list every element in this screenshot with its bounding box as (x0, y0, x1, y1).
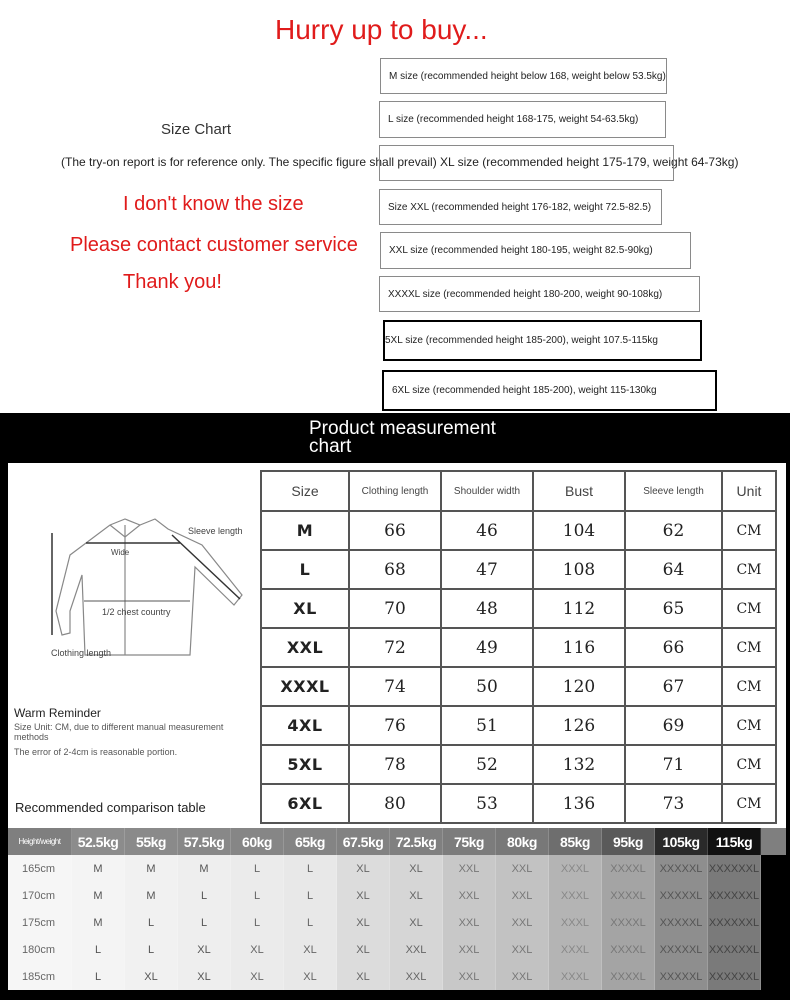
recommended-size-cell: XL (337, 936, 390, 963)
value-cell: 65 (625, 589, 722, 628)
table-row (261, 706, 776, 745)
height-cell: 165cm (8, 855, 72, 882)
recommended-size-cell: XXXL (549, 882, 602, 909)
weight-header-cell: 80kg (496, 828, 549, 855)
weight-header-cell: 60kg (231, 828, 284, 855)
height-cell: 175cm (8, 909, 72, 936)
size-box-xxl-b (380, 232, 691, 269)
table-row (261, 589, 776, 628)
dont-know-size-text: I don't know the size (123, 193, 304, 215)
weight-header-cell: 85kg (549, 828, 602, 855)
unit-cell: CM (722, 550, 776, 589)
table-row (261, 628, 776, 667)
header-shoulder-width: Shoulder width (441, 471, 533, 511)
measurement-title (309, 420, 496, 456)
size-cell: M (261, 511, 349, 550)
recommended-size-cell: XXL (390, 936, 443, 963)
recommended-size-cell: XXXXXXL (708, 882, 761, 909)
size-box-m (380, 58, 667, 94)
value-cell: 126 (533, 706, 625, 745)
warm-reminder-line2: The error of 2-4cm is reasonable portion. (14, 747, 178, 757)
comparison-row (8, 963, 786, 990)
value-cell: 66 (625, 628, 722, 667)
recommended-size-cell: XXXXL (602, 963, 655, 990)
value-cell: 112 (533, 589, 625, 628)
weight-header-cell: 67.5kg (337, 828, 390, 855)
table-row (261, 667, 776, 706)
width-label: Wide (111, 548, 130, 557)
unit-cell: CM (722, 706, 776, 745)
recommended-size-cell: XXL (496, 936, 549, 963)
recommended-size-cell: L (125, 936, 178, 963)
unit-cell: CM (722, 667, 776, 706)
recommended-size-cell: XXL (443, 936, 496, 963)
recommended-size-cell: L (231, 909, 284, 936)
recommended-size-cell: XXL (443, 909, 496, 936)
recommended-size-cell: XL (178, 936, 231, 963)
recommended-size-cell: L (72, 936, 125, 963)
recommended-size-cell: L (178, 909, 231, 936)
recommended-size-cell: M (178, 855, 231, 882)
table-row (261, 784, 776, 823)
comparison-row (8, 882, 786, 909)
value-cell: 74 (349, 667, 441, 706)
header-clothing-length: Clothing length (349, 471, 441, 511)
size-box-label: L size (recommended height 168-175, weight 54-63.5kg) (388, 114, 639, 125)
recommended-size-cell: XXXL (549, 855, 602, 882)
header-size: Size (261, 471, 349, 511)
recommended-size-cell: L (125, 909, 178, 936)
comparison-header-row (8, 828, 786, 855)
value-cell: 72 (349, 628, 441, 667)
recommended-size-cell: XXL (443, 855, 496, 882)
weight-header-cell: 52.5kg (72, 828, 125, 855)
size-box-l (379, 101, 666, 138)
value-cell: 73 (625, 784, 722, 823)
recommended-size-cell: L (231, 855, 284, 882)
size-cell: XXL (261, 628, 349, 667)
value-cell: 66 (349, 511, 441, 550)
recommended-size-cell: XXL (496, 855, 549, 882)
recommended-size-cell: XXXXXL (655, 909, 708, 936)
thank-you-text: Thank you! (123, 271, 222, 293)
value-cell: 53 (441, 784, 533, 823)
recommended-size-cell: XL (337, 855, 390, 882)
size-cell: XXXL (261, 667, 349, 706)
value-cell: 49 (441, 628, 533, 667)
recommended-size-cell: XXXXXXL (708, 963, 761, 990)
value-cell: 71 (625, 745, 722, 784)
value-cell: 132 (533, 745, 625, 784)
measurement-title-line2: chart (309, 436, 352, 457)
header-bust: Bust (533, 471, 625, 511)
recommended-size-cell: L (284, 909, 337, 936)
value-cell: 80 (349, 784, 441, 823)
recommended-size-cell: XXXXL (602, 882, 655, 909)
warm-reminder-title: Warm Reminder (14, 706, 101, 720)
clothing-length-label: Clothing length (51, 648, 112, 658)
warm-reminder-line1: Size Unit: CM, due to different manual measurement methods (14, 722, 224, 742)
value-cell: 116 (533, 628, 625, 667)
size-box-label: M size (recommended height below 168, weight below 53.5kg) (389, 70, 666, 82)
recommended-size-cell: XL (231, 963, 284, 990)
size-box-6xl (382, 370, 717, 411)
table-row (261, 550, 776, 589)
table-row (261, 511, 776, 550)
value-cell: 68 (349, 550, 441, 589)
recommended-size-cell: M (125, 855, 178, 882)
recommended-size-cell: L (284, 882, 337, 909)
unit-cell: CM (722, 628, 776, 667)
unit-cell: CM (722, 745, 776, 784)
unit-cell: CM (722, 511, 776, 550)
value-cell: 104 (533, 511, 625, 550)
recommended-size-cell: XL (125, 963, 178, 990)
value-cell: 76 (349, 706, 441, 745)
recommended-size-cell: L (72, 963, 125, 990)
contact-service-text: Please contact customer service (70, 234, 358, 256)
recommended-size-cell: XXXXL (602, 909, 655, 936)
value-cell: 120 (533, 667, 625, 706)
size-cell: 6XL (261, 784, 349, 823)
corner-cell: Height/weight (8, 828, 72, 855)
recommended-size-cell: XXXXXXL (708, 855, 761, 882)
recommended-size-cell: XXL (390, 963, 443, 990)
recommended-size-cell: XL (390, 909, 443, 936)
recommended-size-cell: XL (178, 963, 231, 990)
measurement-title-line1: Product measurement (309, 418, 496, 439)
weight-header-cell: 57.5kg (178, 828, 231, 855)
recommended-size-cell: XL (390, 882, 443, 909)
recommended-size-cell: M (72, 882, 125, 909)
recommended-size-cell: M (72, 855, 125, 882)
size-box-5xl (383, 320, 702, 361)
table-row (261, 745, 776, 784)
header-sleeve-length: Sleeve length (625, 471, 722, 511)
size-box-xxl-a (379, 189, 662, 225)
recommended-size-cell: XXXXXL (655, 855, 708, 882)
value-cell: 50 (441, 667, 533, 706)
recommended-size-cell: XL (337, 882, 390, 909)
recommended-size-cell: XXL (443, 963, 496, 990)
size-cell: XL (261, 589, 349, 628)
value-cell: 46 (441, 511, 533, 550)
size-cell: 4XL (261, 706, 349, 745)
weight-header-cell: 105kg (655, 828, 708, 855)
recommended-size-cell: XL (390, 855, 443, 882)
shirt-icon (56, 519, 242, 655)
value-cell: 51 (441, 706, 533, 745)
comparison-title: Recommended comparison table (15, 800, 206, 815)
hurry-heading: Hurry up to buy... (275, 14, 488, 45)
recommended-size-cell: XL (231, 936, 284, 963)
size-box-xxxxl (379, 276, 700, 312)
chest-label: 1/2 chest country (102, 607, 171, 617)
size-cell: 5XL (261, 745, 349, 784)
recommended-size-cell: XXL (443, 882, 496, 909)
comparison-row (8, 909, 786, 936)
value-cell: 47 (441, 550, 533, 589)
value-cell: 48 (441, 589, 533, 628)
comparison-row (8, 855, 786, 882)
value-cell: 64 (625, 550, 722, 589)
recommended-size-cell: XXXL (549, 963, 602, 990)
size-box-label: XXXXL size (recommended height 180-200, weight 90-108kg) (388, 288, 663, 300)
value-cell: 62 (625, 511, 722, 550)
header-unit: Unit (722, 471, 776, 511)
recommended-size-cell: XL (284, 936, 337, 963)
size-box-label: Size XXL (recommended height 176-182, weight 72.5-82.5) (388, 201, 652, 213)
recommended-size-cell: XXXXL (602, 855, 655, 882)
value-cell: 67 (625, 667, 722, 706)
recommended-size-cell: L (231, 882, 284, 909)
weight-header-cell: 65kg (284, 828, 337, 855)
sleeve-arrow (172, 535, 240, 599)
height-cell: 170cm (8, 882, 72, 909)
recommended-size-cell: XXXL (549, 936, 602, 963)
value-cell: 108 (533, 550, 625, 589)
sleeve-length-label: Sleeve length (188, 526, 243, 536)
recommended-size-cell: M (72, 909, 125, 936)
recommended-size-cell: XL (337, 909, 390, 936)
recommended-size-cell: XXL (496, 963, 549, 990)
height-cell: 185cm (8, 963, 72, 990)
size-box-label: 6XL size (recommended height 185-200), weight 115-130kg (392, 385, 657, 396)
recommended-size-cell: XXXXL (602, 936, 655, 963)
comparison-row (8, 936, 786, 963)
weight-header-cell: 115kg (708, 828, 761, 855)
weight-header-cell: 95kg (602, 828, 655, 855)
comparison-table (8, 828, 786, 990)
recommended-size-cell: XXXXXL (655, 936, 708, 963)
size-box-label: XXL size (recommended height 180-195, weight 82.5-90kg) (389, 245, 653, 256)
value-cell: 78 (349, 745, 441, 784)
recommended-size-cell: XXXXXL (655, 882, 708, 909)
measurement-table (260, 470, 777, 824)
value-cell: 69 (625, 706, 722, 745)
disclaimer-text: (The try-on report is for reference only. The specific figure shall prevail) XL size (recommended height 175-179, weight 64-73kg) (61, 155, 739, 169)
recommended-size-cell: XXL (496, 909, 549, 936)
size-box-xl-frame (379, 145, 674, 181)
value-cell: 52 (441, 745, 533, 784)
size-box-label: 5XL size (recommended height 185-200), weight 107.5-115kg (385, 335, 658, 346)
unit-cell: CM (722, 784, 776, 823)
unit-cell: CM (722, 589, 776, 628)
recommended-size-cell: XL (284, 963, 337, 990)
size-cell: L (261, 550, 349, 589)
value-cell: 70 (349, 589, 441, 628)
recommended-size-cell: XL (337, 963, 390, 990)
recommended-size-cell: XXXXXXL (708, 909, 761, 936)
recommended-size-cell: XXXL (549, 909, 602, 936)
weight-header-cell: 72.5kg (390, 828, 443, 855)
weight-header-cell: 55kg (125, 828, 178, 855)
recommended-size-cell: M (125, 882, 178, 909)
weight-header-cell: 75kg (443, 828, 496, 855)
recommended-size-cell: XXL (496, 882, 549, 909)
size-chart-title: Size Chart (161, 121, 232, 138)
height-cell: 180cm (8, 936, 72, 963)
value-cell: 136 (533, 784, 625, 823)
recommended-size-cell: XXXXXXL (708, 936, 761, 963)
recommended-size-cell: L (178, 882, 231, 909)
recommended-size-cell: L (284, 855, 337, 882)
recommended-size-cell: XXXXXL (655, 963, 708, 990)
